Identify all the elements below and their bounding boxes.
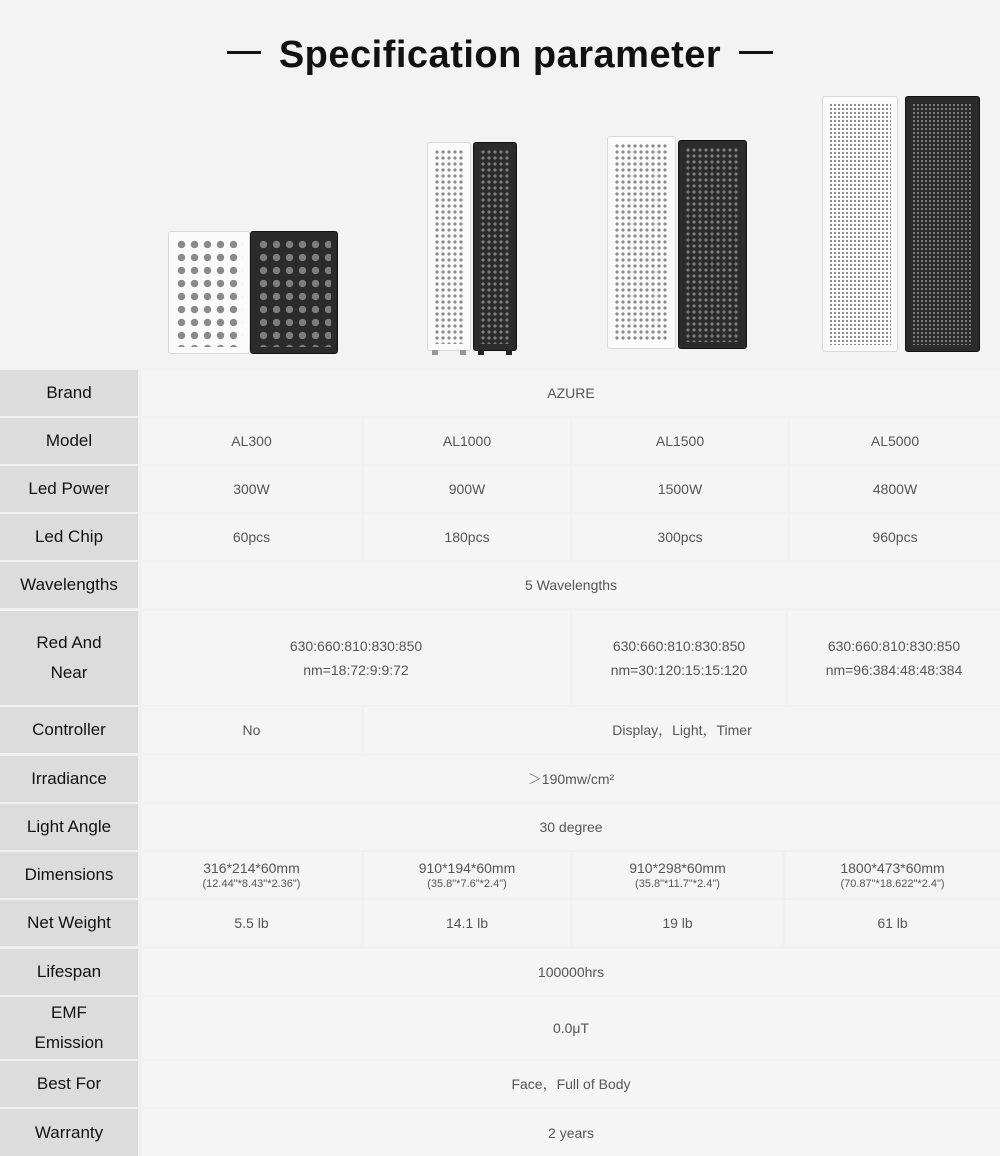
product-hero [0,0,1000,368]
row-label: Red And Near [0,611,138,705]
row-warranty [0,1109,1000,1156]
row-model [0,418,1000,464]
row-label: Lifespan [0,949,138,995]
brand-value: AZURE [142,370,1000,416]
row-controller [0,707,1000,753]
product-image-al5000-black [905,96,980,352]
irradiance-value: ＞190mw/cm² [142,756,1000,802]
led-chip-al300: 60pcs [142,514,361,560]
led-power-al1500: 1500W [573,466,787,512]
dimensions-al5000: 1800*473*60mm (70.87"*18.622"*2.4") [785,852,1000,898]
light-angle-value: 30 degree [142,804,1000,850]
warranty-value: 2 years [142,1109,1000,1156]
led-chip-al1500: 300pcs [573,514,787,560]
led-chip-al5000: 960pcs [790,514,1000,560]
best-for-value: Face，Full of Body [142,1061,1000,1107]
row-dimensions [0,852,1000,898]
led-power-al300: 300W [142,466,361,512]
row-label: Wavelengths [0,562,138,608]
net-weight-al1000: 14.1 lb [364,900,570,946]
wavelengths-value: 5 Wavelengths [142,562,1000,608]
red-near-al1500: 630:660:810:830:850 nm=30:120:15:15:120 [573,611,785,705]
net-weight-al1500: 19 lb [573,900,782,946]
row-label: Net Weight [0,900,138,946]
row-label: Controller [0,707,138,753]
row-irradiance [0,756,1000,802]
product-image-al1500-black [678,140,747,349]
title-dash-right [739,51,773,54]
row-label: Model [0,418,138,464]
controller-al300: No [142,707,361,753]
row-wavelengths [0,562,1000,608]
product-image-al300-black [250,231,338,354]
page-title: Specification parameter [0,34,1000,77]
model-al300: AL300 [142,418,361,464]
row-led-power [0,466,1000,512]
dimensions-al1000: 910*194*60mm (35.8"*7.6"*2.4") [364,852,570,898]
row-label: Dimensions [0,852,138,898]
row-label: Brand [0,370,138,416]
row-label: Irradiance [0,756,138,802]
led-power-al5000: 4800W [790,466,1000,512]
model-al1500: AL1500 [573,418,787,464]
row-led-chip [0,514,1000,560]
row-label: Light Angle [0,804,138,850]
red-near-al300-al1000: 630:660:810:830:850 nm=18:72:9:9:72 [142,611,570,705]
controller-others: Display，Light，Timer [364,707,1000,753]
product-image-al1000-black [473,142,517,351]
row-light-angle [0,804,1000,850]
row-label: Led Chip [0,514,138,560]
row-lifespan [0,949,1000,995]
row-label: Best For [0,1061,138,1107]
title-dash-left [227,51,261,54]
dimensions-al300: 316*214*60mm (12.44"*8.43"*2.36") [142,852,361,898]
led-power-al1000: 900W [364,466,570,512]
emf-value: 0.0μT [142,997,1000,1059]
row-emf-emission [0,997,1000,1059]
row-label: EMF Emission [0,997,138,1059]
row-net-weight [0,900,1000,946]
row-label: Warranty [0,1109,138,1156]
lifespan-value: 100000hrs [142,949,1000,995]
row-best-for [0,1061,1000,1107]
model-al5000: AL5000 [790,418,1000,464]
net-weight-al300: 5.5 lb [142,900,361,946]
red-near-al5000: 630:660:810:830:850 nm=96:384:48:48:384 [788,611,1000,705]
row-red-and-near [0,611,1000,705]
product-image-al5000-white [822,96,898,352]
net-weight-al5000: 61 lb [785,900,1000,946]
row-brand [0,370,1000,416]
dimensions-al1500: 910*298*60mm (35.8"*11.7"*2.4") [573,852,782,898]
product-image-al300-white [168,231,250,354]
row-label: Led Power [0,466,138,512]
model-al1000: AL1000 [364,418,570,464]
product-image-al1000-white [427,142,471,351]
product-image-al1500-white [607,136,676,349]
led-chip-al1000: 180pcs [364,514,570,560]
